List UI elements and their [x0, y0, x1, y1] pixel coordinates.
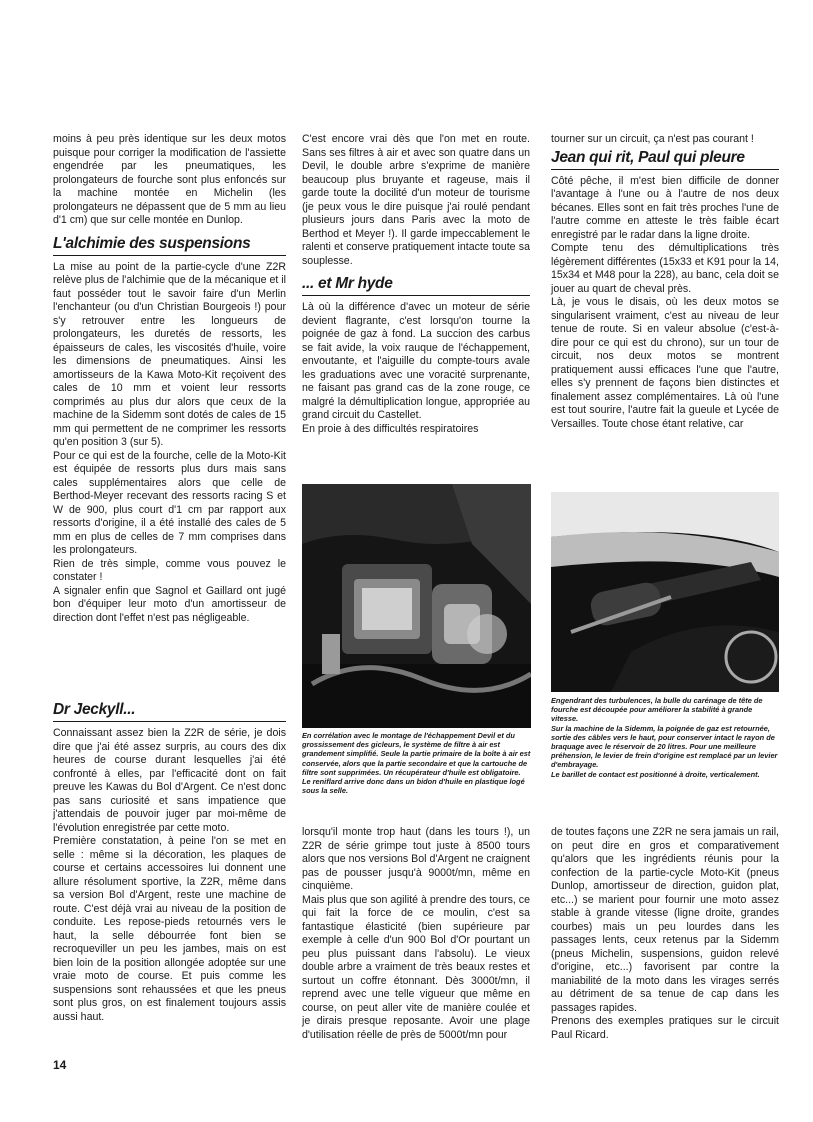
- paragraph: moins à peu près identique sur les deux motos puisque pour corriger la modification de l'assiette engendrée par les pneumatiques, les prolongateurs de fourche sont plus enfoncés sur la machine montée en Michelin (les prolongateurs ne dépassent que de 5 mm au lieu d'1 cm) que sur celle montée en Dunlop.: [53, 133, 286, 226]
- paragraph: tourner sur un circuit, ça n'est pas courant !: [551, 133, 754, 145]
- section-heading-alchimie: L'alchimie des suspensions: [53, 235, 286, 256]
- column-3-top: [551, 133, 779, 431]
- paragraph: Là où la différence d'avec un moteur de série devient flagrante, c'est lorsqu'on tourne la poignée de gaz à fond. La succion des carbus se fait avide, la voix rauque de l'échappement, envoutante, et l'aiguille du compte-tours avale les graduations avec une voracité surprenante, ne faisant pas grand cas de la zone rouge, ce malgré la démultiplication longue, appropriée au grand circuit du Castellet.: [302, 301, 530, 421]
- section-heading-mr-hyde: ... et Mr hyde: [302, 275, 530, 296]
- paragraph: En proie à des difficultés respiratoires: [302, 422, 479, 435]
- section-heading-jean-qui-rit: Jean qui rit, Paul qui pleure: [551, 149, 779, 170]
- paragraph: Rien de très simple, comme vous pouvez le constater !: [53, 557, 286, 583]
- engine-airbox-image: [302, 484, 531, 728]
- section-heading-jeckyll: Dr Jeckyll...: [53, 701, 286, 722]
- paragraph: C'est encore vrai dès que l'on met en route. Sans ses filtres à air et avec son quatre dans un Devil, le double arbre s'exprime de manière beaucoup plus bruyante et rageuse, mais il garde toute la docilité d'un moteur de tourisme (je peux vous le dire puisque j'ai roulé pendant plusieurs jours dans Paris avec la moto de Berthod et Meyer !). Il garde impeccablement le ralenti et conserve pratiquement intacte toute sa souplesse.: [302, 133, 530, 267]
- photo-caption-engine: En corrélation avec le montage de l'échappement Devil et du grossissement des gicleurs, le système de filtre à air est grandement simplifié. Seule la partie primaire de la boîte à air est conservée, alors que la partie secondaire et que la cartouche de filtre sont supprimées. Un récupérateur d'huile est obligatoire. Le reniflard arrive donc dans un bidon d'huile en plastique logé sous la selle.: [302, 731, 531, 796]
- column-2-bottom: [302, 826, 530, 1042]
- paragraph: Connaissant assez bien la Z2R de série, je dois dire que j'ai été assez surpris, au cours des dix heures de course durant lesquelles j'ai été confronté à elles, par l'efficacité dont on fait preuve les Kawas du Bol d'Argent. Ce n'est donc pas sans curiosité et sans impatience que j'attendais de pouvoir juger par moi-même de l'évolution enregistrée par cette moto.: [53, 727, 286, 834]
- column-1-top: [53, 133, 286, 625]
- paragraph: La mise au point de la partie-cycle d'une Z2R relève plus de l'alchimie que de la mécanique et il faut posséder tout le savoir faire d'un Merlin l'enchanteur (ou d'un Christian Bourgeois !) pour s'y retrouver entre les longueurs de prolongateurs, les duretés de ressorts, les épaisseurs de cales, les viscosités d'huile, voire les dimensions de pneumatiques. Ainsi les amortisseurs de la Kawa Moto-Kit reçoivent des cales de 10 mm et voient leur ressorts comprimés au plus dur alors que ceux de la machine de la Sidemm sont dotés de cales de 15 mm qui permettent de ne comprimer les ressorts qu'en position 3 (sur 5).: [53, 260, 286, 448]
- paragraph: A signaler enfin que Sagnol et Gaillard ont jugé bon d'équiper leur moto d'un amortisseur de direction dont l'effet n'est pas négligeable.: [53, 584, 286, 624]
- handlebar-photo: [551, 492, 779, 692]
- column-2-top: [302, 133, 530, 436]
- paragraph: Côté pêche, il m'est bien difficile de donner l'avantage à l'une ou à l'autre de nos deux bécanes. Elles sont en fait très proches l'une de l'autre comme en atteste le très faible écart enregistré par le radar dans la ligne droite.: [551, 174, 779, 241]
- paragraph: de toutes façons une Z2R ne sera jamais un rail, on peut dire en gros et comparativement qu'alors que les ingrédients réunis pour la confection de la partie-cycle Moto-Kit (pneus Dunlop, amortisseur de direction, guidon plat, etc...) se marient pour fournir une moto assez stable à grande vitesse (ligne droite, grandes courbes) mais un peu lourdes dans les passages lents, ceux retenus par la Sidemm (pneus Michelin, suspensions, guidon relevé d'origine, etc...) favorisent par contre la maniabilité de la moto dans les virages serrés au détriment de sa tenue de cap dans les passages rapides.: [551, 826, 779, 1014]
- paragraph: lorsqu'il monte trop haut (dans les tours !), un Z2R de série grimpe tout juste à 8500 tours alors que nos versions Bol d'Argent ne craignent pas de pousser jusqu'à 9000t/mn, même en cinquième.: [302, 826, 530, 892]
- paragraph: Prenons des exemples pratiques sur le circuit Paul Ricard.: [551, 1015, 779, 1041]
- handlebar-image: [551, 492, 779, 692]
- paragraph: Là, je vous le disais, où les deux motos se singularisent vraiment, c'est au niveau de leur tenue de route. Si en valeur absolue (c'est-à-dire pour ce qui est du chrono), sur un tour de circuit, nos deux motos se montrent pratiquement aussi efficaces l'une que l'autre, elles s'y prennent de façons bien distinctes et finalement assez complémentaires. Là où l'une est tout sourire, l'autre fait la gueule et Lycée de Versailles. Toute chose étant relative, car: [551, 296, 779, 430]
- column-1-bottom: [53, 701, 286, 1024]
- paragraph: Compte tenu des démultiplications très légèrement différentes (15x33 et K91 pour la 14, 15x34 et M48 pour la 228), au banc, cela doit se jouer au quart de cheval près.: [551, 242, 779, 295]
- paragraph: Mais plus que son agilité à prendre des tours, ce qui fait la force de ce moulin, c'est sa fantastique élasticité (bien supérieure par exemple à celle d'un 900 Bol d'Or pourtant un peu plus puissant dans l'absolu). Le vieux double arbre a vraiment de très beaux restes et surtout un coffre étonnant. Dès 3000t/mn, il reprend avec une telle vigueur que même en course, on peut aller vite de manière coulée et je dirais presque reposante. Avoir une plage d'utilisation réelle de près de 5000t/mn pour: [302, 893, 530, 1041]
- column-3-bottom: [551, 826, 779, 1042]
- photo-caption-handlebar: Engendrant des turbulences, la bulle du carénage de tête de fourche est découpée pour améliorer la stabilité à grande vitesse. Sur la machine de la Sidemm, la poignée de gaz est retournée, sortie des câbles vers le haut, pour conserver intact le rayon de braquage avec le réservoir de 20 litres. Pour une meilleure préhension, le levier de frein d'origine est remplacé par un levier d'embrayage. Le barillet de contact est positionné à droite, verticalement.: [551, 696, 778, 779]
- page-number: 14: [53, 1058, 67, 1072]
- paragraph: Pour ce qui est de la fourche, celle de la Moto-Kit est équipée de ressorts plus durs mais sans cales supplémentaires alors que celle de Berthod-Meyer recevant des ressorts racing S et W de 900, plus court d'1 cm par rapport aux ressorts d'origine, il a été installé des cales de 5 mm en plus de celles de 7 mm comprises dans les prolongateurs.: [53, 449, 286, 556]
- engine-airbox-photo: [302, 484, 531, 728]
- paragraph: Première constatation, à peine l'on se met en selle : même si la décoration, les plaques de course et certains accessoires lui donnent une allure résolument sportive, la Z2R, même dans sa version Bol d'Argent, reste une machine de route. C'est déjà vrai au niveau de la position de conduite. Les repose-pieds retournés vers le haut, la selle débourrée font bien se recroqueviller un peu les jambes, mais on est bien loin de la position allongée adoptée sur une vraie moto de course. Et puis comme les suspensions sont rehaussées et que les pneus sont plus gros, on est finalement toujours assis aussi haut.: [53, 835, 286, 1023]
